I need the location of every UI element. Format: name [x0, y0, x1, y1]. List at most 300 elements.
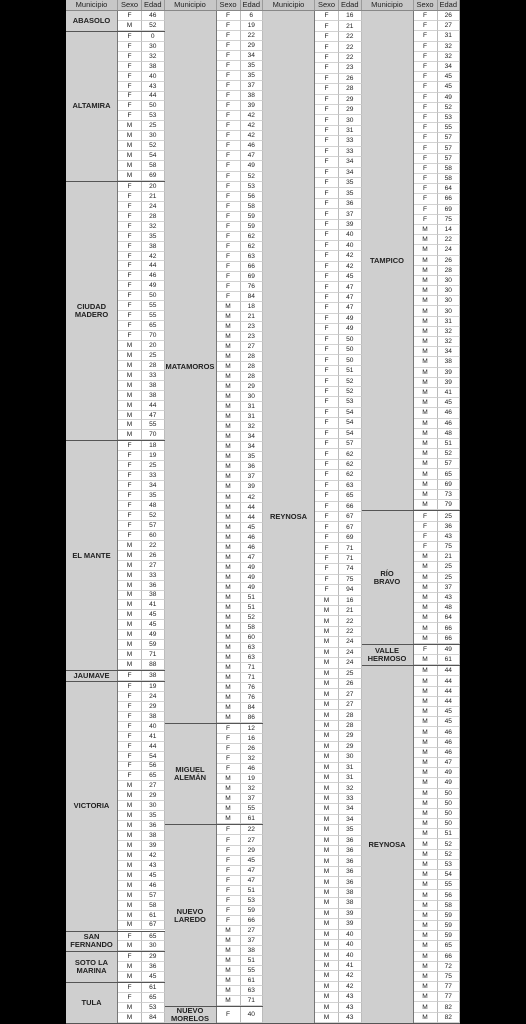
municipio-group — [66, 932, 165, 953]
edad-cell: 47 — [241, 553, 264, 563]
sexo-cell: M — [217, 996, 241, 1006]
edad-cell: 23 — [241, 322, 264, 332]
table-row — [217, 392, 264, 402]
edad-cell: 42 — [241, 493, 264, 503]
edad-cell: 57 — [142, 521, 165, 531]
sexo-cell: M — [118, 1013, 142, 1023]
header-edad: Edad — [142, 0, 165, 10]
table-row — [414, 133, 461, 143]
edad-cell: 43 — [339, 1013, 362, 1023]
edad-cell: 60 — [142, 531, 165, 541]
sexo-cell: M — [414, 901, 438, 911]
table-row — [118, 660, 165, 670]
sexo-cell: M — [414, 480, 438, 490]
sexo-cell: M — [118, 411, 142, 421]
edad-cell: 51 — [241, 603, 264, 613]
edad-cell: 50 — [339, 355, 362, 365]
sexo-cell: F — [118, 301, 142, 311]
table-row — [315, 115, 362, 125]
edad-cell: 31 — [241, 412, 264, 422]
table-row — [315, 596, 362, 606]
sexo-cell: M — [414, 748, 438, 758]
sexo-cell: F — [315, 188, 339, 198]
sexo-cell: M — [315, 815, 339, 825]
table-row — [118, 232, 165, 242]
edad-cell: 32 — [142, 222, 165, 232]
edad-cell: 46 — [241, 543, 264, 553]
sexo-cell: F — [118, 242, 142, 252]
table-row — [315, 147, 362, 157]
table-row — [315, 846, 362, 856]
edad-cell: 55 — [142, 311, 165, 321]
sexo-cell: M — [315, 992, 339, 1002]
edad-cell: 48 — [142, 501, 165, 511]
edad-cell: 71 — [142, 650, 165, 660]
sexo-cell: F — [217, 876, 241, 886]
edad-cell: 16 — [241, 734, 264, 744]
edad-cell: 29 — [339, 731, 362, 741]
sexo-cell: M — [414, 235, 438, 245]
table-row — [217, 774, 264, 784]
edad-cell: 74 — [339, 564, 362, 574]
sexo-cell: M — [217, 302, 241, 312]
table-row — [118, 151, 165, 161]
edad-cell: 25 — [438, 511, 461, 521]
edad-cell: 34 — [339, 168, 362, 178]
table-row — [315, 721, 362, 731]
sexo-cell: F — [118, 722, 142, 732]
edad-cell: 36 — [339, 856, 362, 866]
group-rows — [118, 11, 165, 31]
table-row — [414, 552, 461, 562]
sexo-cell: F — [315, 387, 339, 397]
edad-cell: 28 — [142, 212, 165, 222]
sexo-cell: F — [118, 983, 142, 993]
edad-cell: 0 — [142, 32, 165, 42]
edad-cell: 52 — [339, 376, 362, 386]
edad-cell: 31 — [438, 317, 461, 327]
table-row — [217, 192, 264, 202]
edad-cell: 52 — [438, 103, 461, 113]
edad-cell: 77 — [438, 982, 461, 992]
sexo-cell: F — [315, 105, 339, 115]
sexo-cell: M — [118, 620, 142, 630]
edad-cell: 42 — [339, 971, 362, 981]
sexo-cell: F — [315, 272, 339, 282]
group-rows — [315, 11, 362, 1023]
sexo-cell: F — [217, 1007, 241, 1023]
table-row — [315, 877, 362, 887]
edad-cell: 25 — [339, 669, 362, 679]
edad-cell: 6 — [241, 11, 264, 21]
table-row — [414, 42, 461, 52]
table-row — [217, 452, 264, 462]
sexo-cell: M — [118, 841, 142, 851]
municipio-name: REYNOSA — [263, 11, 315, 1023]
sexo-cell: M — [315, 1003, 339, 1013]
sexo-cell: M — [414, 490, 438, 500]
edad-cell: 54 — [339, 418, 362, 428]
sexo-cell: F — [315, 262, 339, 272]
edad-cell: 36 — [142, 581, 165, 591]
sexo-cell: M — [217, 713, 241, 723]
edad-cell: 57 — [438, 459, 461, 469]
sexo-cell: F — [217, 31, 241, 41]
table-row — [118, 321, 165, 331]
table-row — [315, 314, 362, 324]
table-row — [414, 697, 461, 707]
sexo-cell: F — [315, 251, 339, 261]
edad-cell: 41 — [142, 600, 165, 610]
sexo-cell: M — [217, 402, 241, 412]
municipio-group — [66, 32, 165, 182]
edad-cell: 43 — [438, 593, 461, 603]
table-row — [414, 738, 461, 748]
sexo-cell: M — [315, 752, 339, 762]
sexo-cell: M — [315, 898, 339, 908]
table-row — [217, 282, 264, 292]
table-row — [414, 194, 461, 204]
edad-cell: 33 — [142, 371, 165, 381]
edad-cell: 40 — [241, 1007, 264, 1023]
sexo-cell: M — [217, 322, 241, 332]
municipio-name: SAN FERNANDO — [66, 932, 118, 952]
table-row — [118, 692, 165, 702]
table-row — [217, 876, 264, 886]
table-row — [118, 911, 165, 921]
table-row — [315, 637, 362, 647]
header-edad: Edad — [339, 0, 362, 10]
sexo-cell: F — [315, 575, 339, 585]
table-row — [315, 387, 362, 397]
edad-cell: 62 — [339, 449, 362, 459]
sexo-cell: F — [315, 178, 339, 188]
edad-cell: 44 — [142, 401, 165, 411]
edad-cell: 62 — [241, 232, 264, 242]
edad-cell: 56 — [438, 890, 461, 900]
edad-cell: 30 — [142, 801, 165, 811]
edad-cell: 44 — [241, 503, 264, 513]
edad-cell: 30 — [438, 296, 461, 306]
table-row — [414, 378, 461, 388]
edad-cell: 61 — [241, 976, 264, 986]
table-row — [315, 74, 362, 84]
edad-cell: 25 — [142, 461, 165, 471]
sexo-cell: M — [414, 758, 438, 768]
edad-cell: 27 — [142, 561, 165, 571]
table-row — [414, 666, 461, 676]
edad-cell: 37 — [438, 583, 461, 593]
edad-cell: 58 — [142, 901, 165, 911]
table-row — [414, 952, 461, 962]
sexo-cell: M — [414, 839, 438, 849]
sexo-cell: M — [118, 972, 142, 982]
table-row — [118, 222, 165, 232]
edad-cell: 49 — [438, 768, 461, 778]
edad-cell: 53 — [241, 896, 264, 906]
sexo-cell: M — [118, 640, 142, 650]
edad-cell: 49 — [339, 314, 362, 324]
edad-cell: 21 — [339, 606, 362, 616]
edad-cell: 62 — [339, 470, 362, 480]
edad-cell: 53 — [241, 182, 264, 192]
block-body — [165, 11, 264, 1024]
table-row — [315, 470, 362, 480]
table-row — [217, 412, 264, 422]
edad-cell: 58 — [241, 202, 264, 212]
sexo-cell: F — [118, 491, 142, 501]
table-row — [414, 419, 461, 429]
table-row — [315, 32, 362, 42]
edad-cell: 46 — [438, 748, 461, 758]
sexo-cell: M — [414, 697, 438, 707]
table-row — [414, 276, 461, 286]
table-row — [217, 856, 264, 866]
edad-cell: 29 — [339, 742, 362, 752]
table-row — [217, 242, 264, 252]
edad-cell: 42 — [339, 251, 362, 261]
sexo-cell: F — [315, 449, 339, 459]
sexo-cell: F — [217, 292, 241, 302]
edad-cell: 40 — [339, 230, 362, 240]
edad-cell: 35 — [339, 825, 362, 835]
edad-cell: 53 — [142, 111, 165, 121]
edad-cell: 44 — [142, 261, 165, 271]
municipio-group — [263, 11, 362, 1024]
edad-cell: 34 — [241, 51, 264, 61]
header-row — [362, 0, 461, 11]
sexo-cell: M — [315, 721, 339, 731]
edad-cell: 41 — [142, 732, 165, 742]
edad-cell: 50 — [142, 101, 165, 111]
sexo-cell: F — [217, 906, 241, 916]
edad-cell: 30 — [438, 306, 461, 316]
edad-cell: 38 — [142, 591, 165, 601]
table-row — [118, 851, 165, 861]
sexo-cell: M — [414, 890, 438, 900]
sexo-cell: F — [217, 262, 241, 272]
edad-cell: 39 — [241, 101, 264, 111]
table-row — [217, 573, 264, 583]
sexo-cell: M — [217, 976, 241, 986]
table-row — [217, 21, 264, 31]
edad-cell: 59 — [438, 911, 461, 921]
edad-cell: 53 — [438, 113, 461, 123]
edad-cell: 29 — [241, 382, 264, 392]
sexo-cell: M — [118, 660, 142, 670]
table-row — [118, 742, 165, 752]
edad-cell: 20 — [142, 182, 165, 192]
edad-cell: 29 — [142, 702, 165, 712]
table-row — [118, 1003, 165, 1013]
group-rows — [217, 825, 264, 1006]
sexo-cell: M — [118, 151, 142, 161]
edad-cell: 64 — [438, 613, 461, 623]
table-row — [414, 215, 461, 225]
table-row — [217, 835, 264, 845]
table-row — [217, 916, 264, 926]
municipio-name: EL MANTE — [66, 441, 118, 670]
table-row — [315, 42, 362, 52]
sexo-cell: F — [217, 916, 241, 926]
edad-cell: 32 — [241, 422, 264, 432]
sexo-cell: F — [118, 742, 142, 752]
table-row — [414, 235, 461, 245]
sexo-cell: M — [414, 623, 438, 633]
sexo-cell: M — [315, 794, 339, 804]
sexo-cell: M — [414, 860, 438, 870]
sexo-cell: F — [118, 702, 142, 712]
edad-cell: 40 — [339, 930, 362, 940]
sexo-cell: M — [217, 563, 241, 573]
edad-cell: 26 — [438, 11, 461, 21]
edad-cell: 40 — [339, 950, 362, 960]
table-row — [217, 886, 264, 896]
table-row — [217, 583, 264, 593]
table-row — [315, 429, 362, 439]
sexo-cell: F — [315, 408, 339, 418]
sexo-cell: F — [315, 460, 339, 470]
sexo-cell: F — [217, 182, 241, 192]
sexo-cell: F — [315, 282, 339, 292]
sexo-cell: F — [118, 291, 142, 301]
sexo-cell: M — [217, 613, 241, 623]
table-row — [118, 881, 165, 891]
header-municipio: Municipio — [165, 0, 217, 10]
sexo-cell: F — [315, 314, 339, 324]
table-row — [315, 439, 362, 449]
edad-cell: 49 — [438, 778, 461, 788]
table-row — [217, 151, 264, 161]
table-row — [315, 376, 362, 386]
sexo-cell: M — [217, 472, 241, 482]
sexo-cell: M — [414, 982, 438, 992]
table-row — [217, 794, 264, 804]
table-row — [315, 324, 362, 334]
edad-cell: 69 — [241, 272, 264, 282]
sexo-cell: F — [217, 192, 241, 202]
table-row — [414, 623, 461, 633]
edad-cell: 14 — [438, 225, 461, 235]
sexo-cell: M — [217, 703, 241, 713]
sexo-cell: M — [414, 469, 438, 479]
table-row — [414, 870, 461, 880]
table-row — [315, 408, 362, 418]
edad-cell: 61 — [142, 983, 165, 993]
sexo-cell: M — [118, 591, 142, 601]
table-row — [118, 430, 165, 440]
block-body — [362, 11, 461, 1024]
table-row — [414, 256, 461, 266]
sexo-cell: F — [414, 174, 438, 184]
sexo-cell: M — [315, 940, 339, 950]
sexo-cell: F — [315, 293, 339, 303]
sexo-cell: M — [217, 683, 241, 693]
sexo-cell: M — [217, 513, 241, 523]
table-row — [315, 449, 362, 459]
table-row — [118, 811, 165, 821]
table-row — [414, 850, 461, 860]
table-row — [217, 663, 264, 673]
edad-cell: 51 — [241, 886, 264, 896]
sexo-cell: F — [414, 42, 438, 52]
edad-cell: 69 — [438, 480, 461, 490]
table-row — [414, 490, 461, 500]
table-row — [217, 482, 264, 492]
table-row — [118, 82, 165, 92]
edad-cell: 46 — [438, 408, 461, 418]
table-row — [414, 306, 461, 316]
table-row — [414, 583, 461, 593]
edad-cell: 72 — [438, 962, 461, 972]
table-row — [414, 982, 461, 992]
edad-cell: 50 — [339, 335, 362, 345]
edad-cell: 32 — [241, 784, 264, 794]
table-row — [315, 543, 362, 553]
edad-cell: 47 — [241, 876, 264, 886]
sexo-cell: F — [118, 182, 142, 192]
sexo-cell: F — [217, 111, 241, 121]
sexo-cell: F — [315, 502, 339, 512]
table-block — [263, 0, 362, 1024]
edad-cell: 45 — [142, 972, 165, 982]
table-row — [118, 441, 165, 451]
table-row — [217, 131, 264, 141]
edad-cell: 54 — [438, 870, 461, 880]
edad-cell: 45 — [438, 707, 461, 717]
edad-cell: 44 — [142, 92, 165, 102]
sexo-cell: M — [414, 583, 438, 593]
municipio-name: VICTORIA — [66, 682, 118, 931]
sexo-cell: M — [217, 493, 241, 503]
sexo-cell: M — [217, 633, 241, 643]
table-row — [217, 996, 264, 1006]
table-row — [118, 671, 165, 681]
table-row — [414, 31, 461, 41]
sexo-cell: M — [315, 763, 339, 773]
block-body — [263, 11, 362, 1024]
edad-cell: 63 — [241, 643, 264, 653]
sexo-cell: F — [315, 53, 339, 63]
edad-cell: 84 — [241, 703, 264, 713]
sexo-cell: M — [118, 401, 142, 411]
sexo-cell: M — [217, 533, 241, 543]
sexo-cell: M — [118, 420, 142, 430]
table-row — [414, 789, 461, 799]
sexo-cell: M — [217, 392, 241, 402]
edad-cell: 56 — [142, 762, 165, 772]
edad-cell: 35 — [241, 71, 264, 81]
edad-cell: 55 — [142, 301, 165, 311]
sexo-cell: M — [414, 368, 438, 378]
table-row — [217, 71, 264, 81]
edad-cell: 29 — [142, 952, 165, 962]
group-rows — [118, 671, 165, 681]
sexo-cell: M — [217, 623, 241, 633]
sexo-cell: F — [118, 101, 142, 111]
sexo-cell: F — [118, 281, 142, 291]
table-row — [217, 372, 264, 382]
table-row — [315, 585, 362, 595]
edad-cell: 66 — [438, 952, 461, 962]
table-row — [414, 542, 461, 552]
table-row — [315, 961, 362, 971]
table-row — [217, 202, 264, 212]
municipio-name: VALLE HERMOSO — [362, 645, 414, 665]
table-row — [118, 72, 165, 82]
table-row — [118, 141, 165, 151]
sexo-cell: M — [414, 500, 438, 510]
